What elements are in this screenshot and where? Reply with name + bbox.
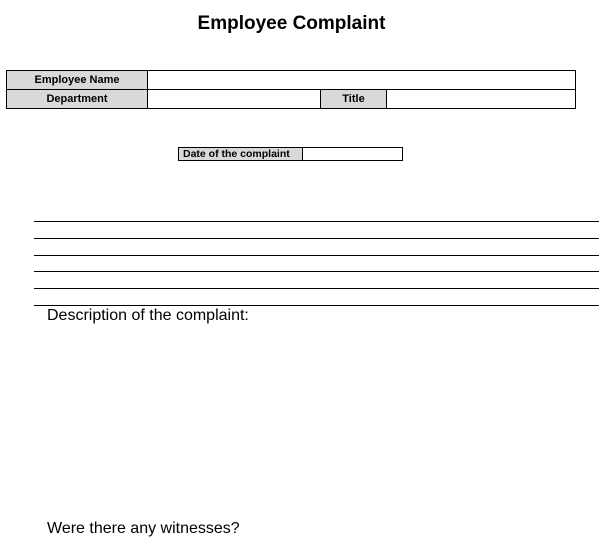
writing-line — [34, 271, 599, 272]
title-label: Title — [321, 90, 387, 109]
writing-line — [34, 255, 599, 256]
writing-line — [34, 288, 599, 289]
employee-name-field[interactable] — [148, 71, 576, 90]
page-title: Employee Complaint — [197, 13, 386, 34]
description-label: Description of the complaint: — [47, 307, 249, 324]
department-label: Department — [7, 90, 148, 109]
department-row — [7, 90, 576, 109]
employee-name-row — [7, 71, 576, 90]
witnesses-label: Were there any witnesses? — [47, 520, 240, 537]
title-field[interactable] — [387, 90, 576, 109]
complaint-date-box — [178, 147, 403, 161]
department-field[interactable] — [148, 90, 321, 109]
complaint-date-field[interactable] — [303, 148, 402, 160]
writing-line — [34, 238, 599, 239]
employee-name-label: Employee Name — [7, 71, 148, 90]
writing-line — [34, 221, 599, 222]
employee-info-table — [6, 70, 576, 109]
complaint-date-label: Date of the complaint — [179, 148, 303, 160]
